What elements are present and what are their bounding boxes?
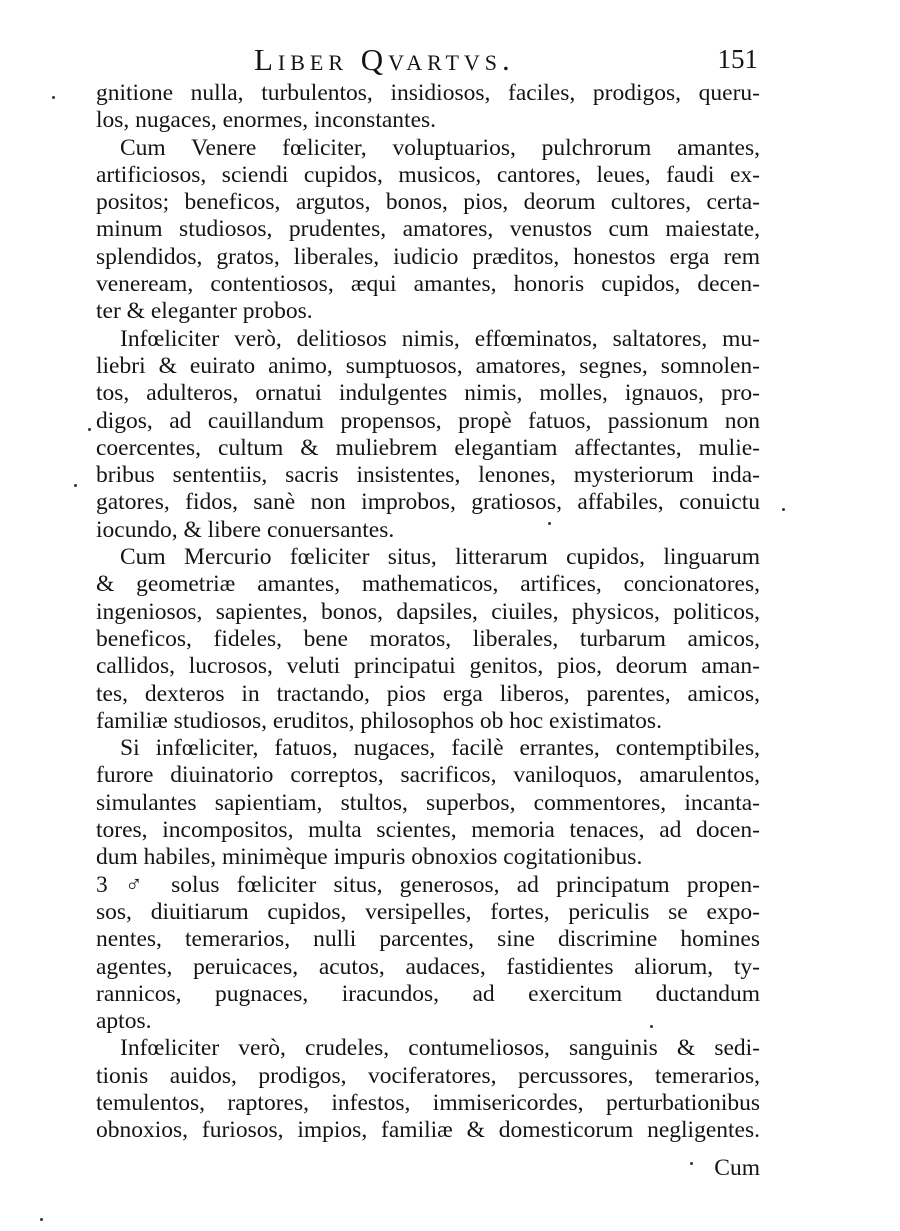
text-line: liebri & euirato animo, sumptuosos, amatores, segnes, somnolen- bbox=[96, 352, 760, 379]
text-line: dum habiles, minimèque impuris obnoxios cogitationibus. bbox=[96, 844, 643, 871]
text-line: callidos, lucrosos, veluti principatui genitos, pios, deorum aman- bbox=[96, 653, 760, 680]
text-line: aptos. bbox=[96, 1008, 152, 1035]
text-line: tionis auidos, prodigos, vociferatores, percussores, temerarios, bbox=[96, 1062, 760, 1089]
print-speck bbox=[782, 508, 785, 511]
text-line: temulentos, raptores, infestos, immisericordes, perturbationibus bbox=[96, 1089, 760, 1116]
print-speck bbox=[74, 484, 77, 487]
print-speck bbox=[690, 1162, 693, 1165]
text-line: Cum Venere fœliciter, voluptuarios, pulchrorum amantes, bbox=[120, 134, 760, 161]
text-line: rannicos, pugnaces, iracundos, ad exercitum ductandum bbox=[96, 980, 760, 1007]
text-line: iocundo, & libere conuersantes. bbox=[96, 516, 395, 543]
text-line: & geometriæ amantes, mathematicos, artifices, concionatores, bbox=[96, 571, 760, 598]
text-line: simulantes sapientiam, stultos, superbos, commentores, incanta- bbox=[96, 789, 760, 816]
text-line: digos, ad cauillandum propensos, propè fatuos, passionum non bbox=[96, 407, 760, 434]
text-line: gnitione nulla, turbulentos, insidiosos, faciles, prodigos, queru- bbox=[96, 80, 760, 106]
text-line: Infœliciter verò, crudeles, contumeliosos, sanguinis & sedi- bbox=[120, 1035, 760, 1062]
text-line: tos, adulteros, ornatui indulgentes nimis, molles, ignauos, pro- bbox=[96, 380, 760, 407]
text-line: los, nugaces, enormes, inconstantes. bbox=[96, 107, 437, 134]
text-line: artificiosos, sciendi cupidos, musicos, cantores, leues, faudi ex- bbox=[96, 161, 760, 188]
page-header bbox=[96, 40, 760, 84]
text-line: minum studiosos, prudentes, amatores, venustos cum maiestate, bbox=[96, 216, 760, 243]
print-speck bbox=[40, 1218, 43, 1221]
text-line: Si infœliciter, fatuos, nugaces, facilè errantes, contemptibiles, bbox=[120, 735, 760, 762]
text-line: nentes, temerarios, nulli parcentes, sine discrimine homines bbox=[96, 926, 760, 953]
text-line: familiæ studiosos, eruditos, philosophos ob hoc existimatos. bbox=[96, 707, 662, 734]
text-line: Infœliciter verò, delitiosos nimis, effœminatos, saltatores, mu- bbox=[120, 325, 760, 352]
print-speck bbox=[88, 428, 91, 431]
page-number: 151 bbox=[717, 44, 758, 74]
text-line: sos, diuitiarum cupidos, versipelles, fortes, periculis se expo- bbox=[96, 898, 760, 925]
print-speck bbox=[548, 522, 551, 525]
text-line: positos; beneficos, argutos, bonos, pios, deorum cultores, certa- bbox=[96, 189, 760, 216]
text-line: furore diuinatorio correptos, sacrificos, vaniloquos, amarulentos, bbox=[96, 762, 760, 789]
text-line: veneream, contentiosos, æqui amantes, honoris cupidos, decen- bbox=[96, 271, 760, 298]
running-title: Liber Qvartvs. bbox=[254, 42, 515, 77]
text-line: 3 ♂ solus fœliciter situs, generosos, ad principatum propen- bbox=[96, 871, 760, 898]
body-text bbox=[96, 80, 760, 1145]
text-line: ter & eleganter probos. bbox=[96, 298, 313, 325]
text-line: obnoxios, furiosos, impios, familiæ & domesticorum negligentes. bbox=[96, 1117, 760, 1144]
text-line: agentes, peruicaces, acutos, audaces, fastidientes aliorum, ty- bbox=[96, 953, 760, 980]
text-line: beneficos, fideles, bene moratos, liberales, turbarum amicos, bbox=[96, 625, 760, 652]
text-line: Cum Mercurio fœliciter situs, litterarum cupidos, linguarum bbox=[120, 544, 760, 571]
print-speck bbox=[52, 96, 55, 99]
text-line: splendidos, gratos, liberales, iudicio præditos, honestos erga rem bbox=[96, 243, 760, 270]
text-line: ingeniosos, sapientes, bonos, dapsiles, ciuiles, physicos, politicos, bbox=[96, 598, 760, 625]
text-line: tores, incompositos, multa scientes, memoria tenaces, ad docen- bbox=[96, 817, 760, 844]
text-line: gatores, fidos, sanè non improbos, gratiosos, affabiles, conuictu bbox=[96, 489, 760, 516]
text-line: tes, dexteros in tractando, pios erga liberos, parentes, amicos, bbox=[96, 680, 760, 707]
print-speck bbox=[650, 1025, 653, 1028]
catchword: Cum bbox=[714, 1155, 760, 1181]
text-line: bribus sententiis, sacris insistentes, lenones, mysteriorum inda- bbox=[96, 462, 760, 489]
text-line: coercentes, cultum & muliebrem elegantiam affectantes, mulie- bbox=[96, 434, 760, 461]
